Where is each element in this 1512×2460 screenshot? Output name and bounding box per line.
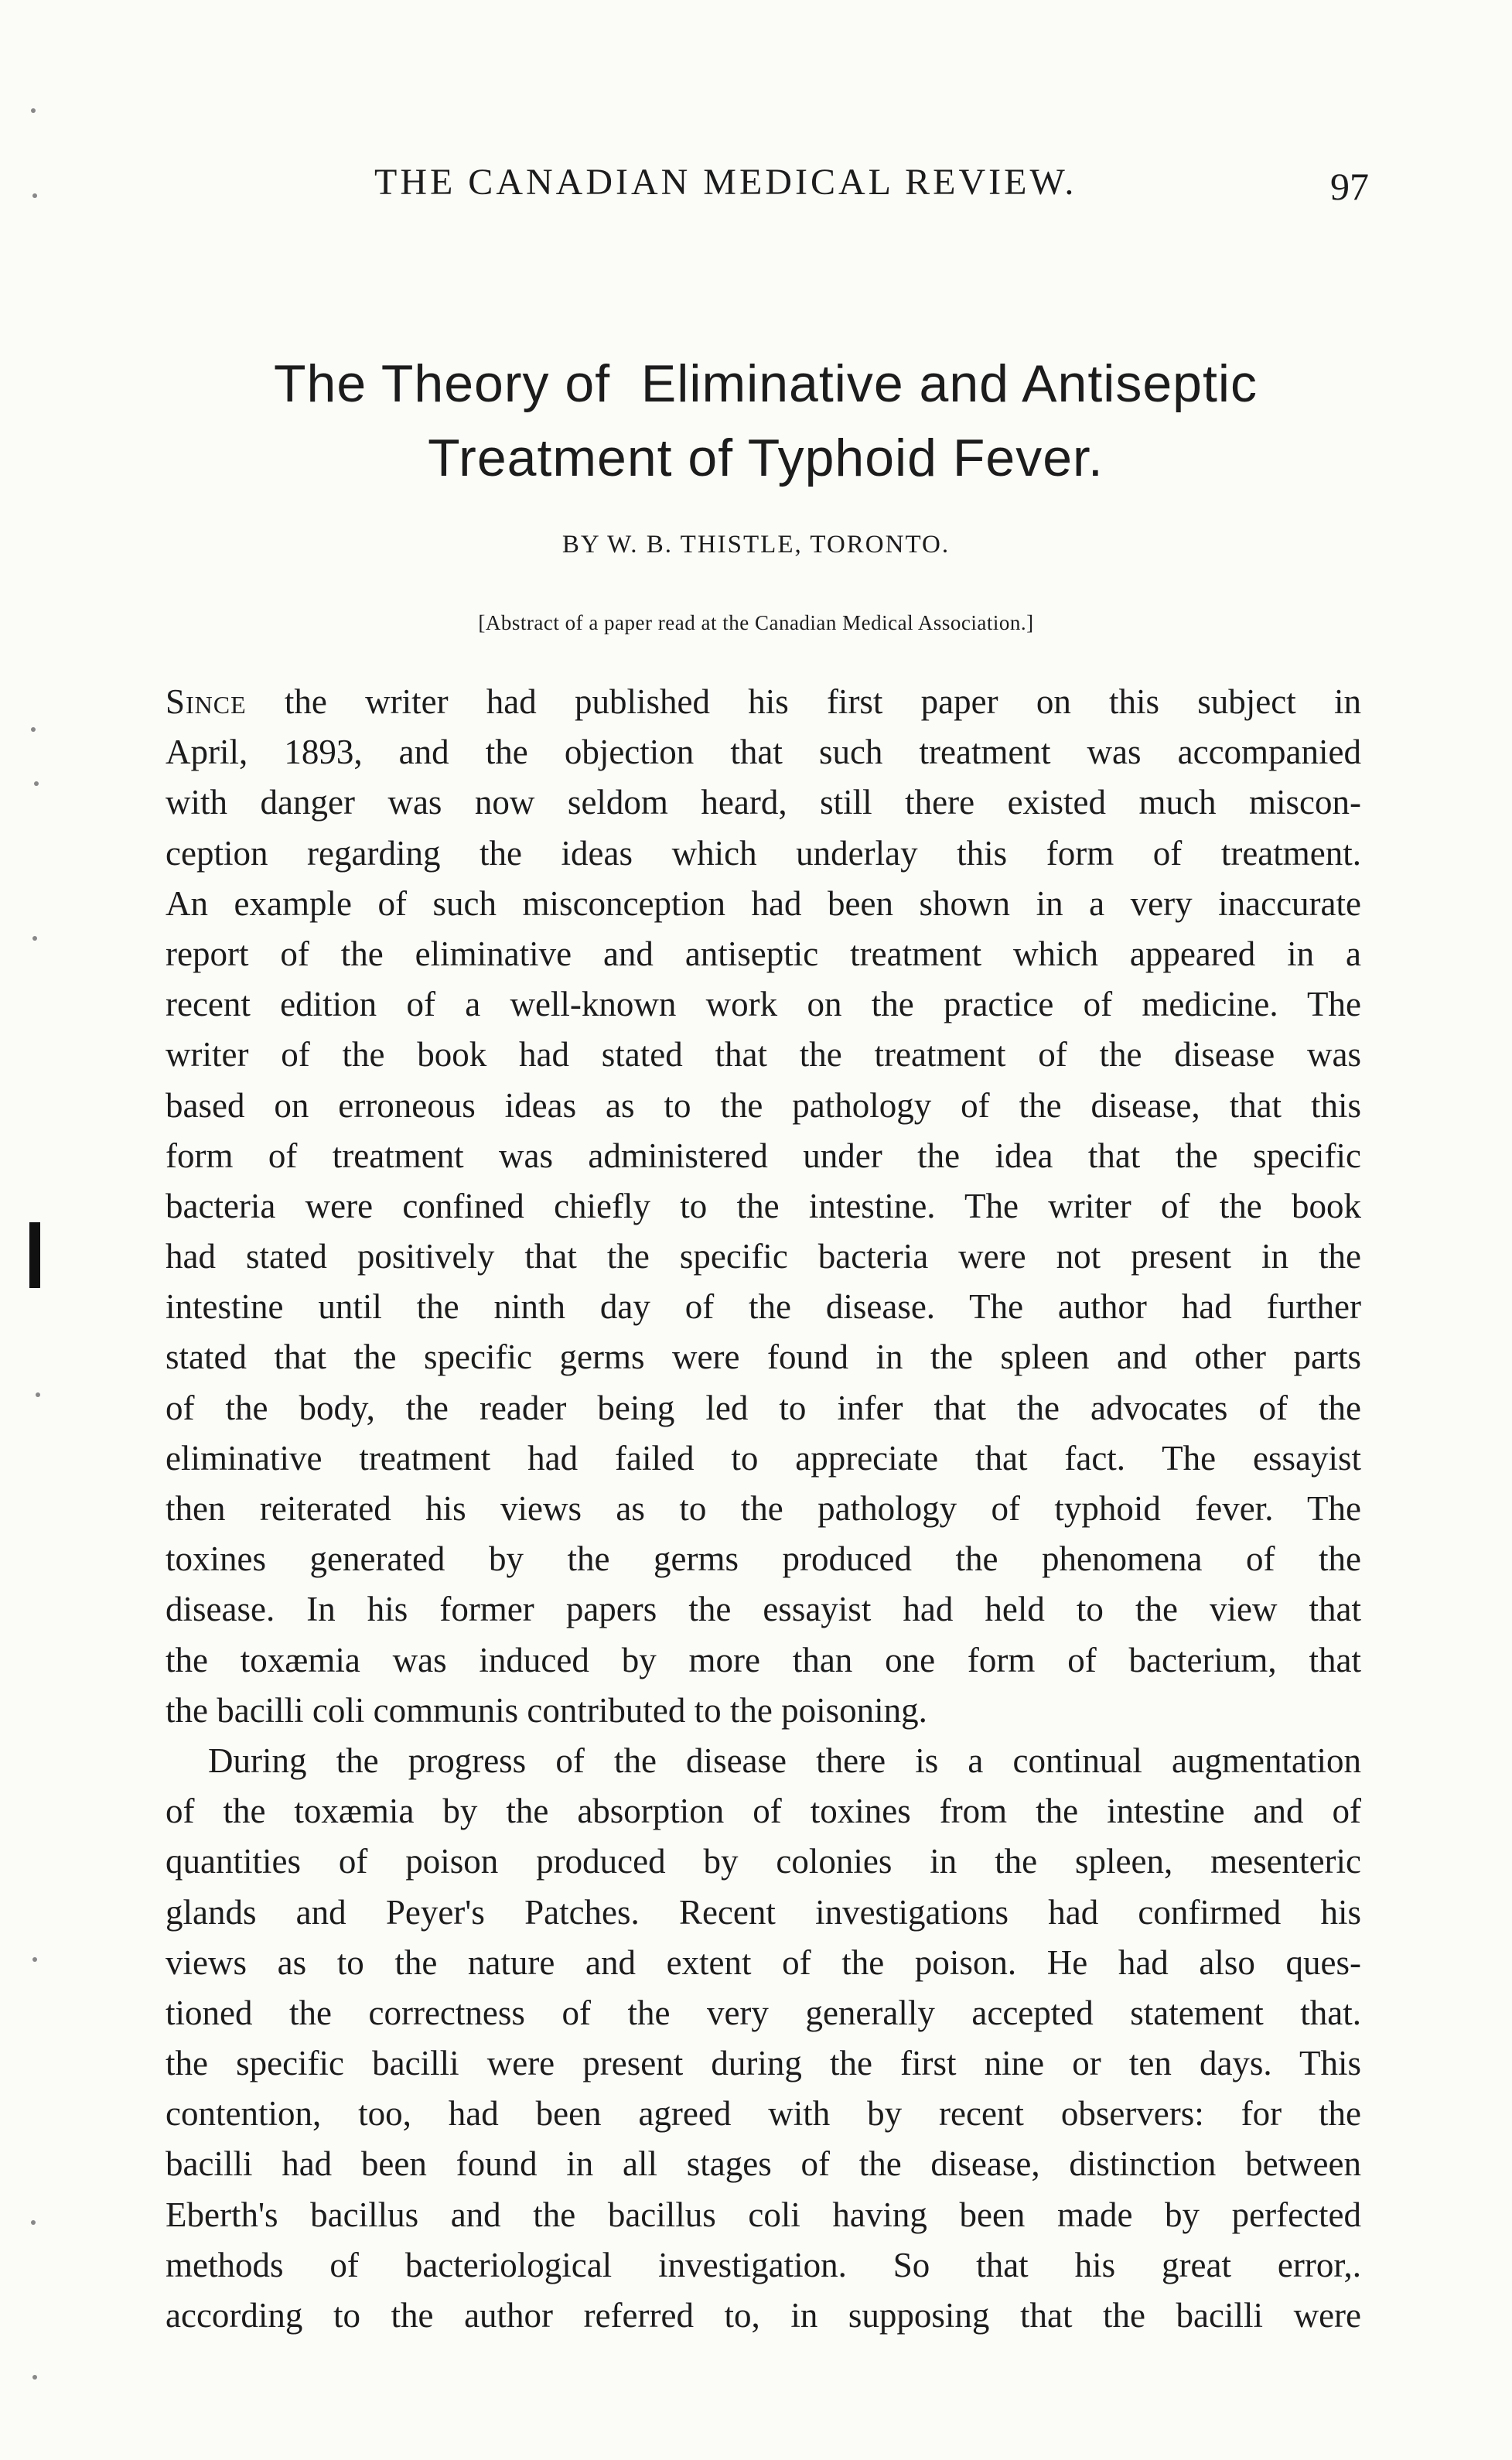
body-line: report of the eliminative and antiseptic treatment which appeared in a bbox=[166, 934, 1361, 973]
running-head bbox=[0, 161, 1512, 207]
body-line: contention, too, had been agreed with by recent observers: for the bbox=[166, 2094, 1361, 2134]
body-line: had stated positively that the specific bacteria were not present in the bbox=[166, 1237, 1361, 1276]
body-line: of the toxæmia by the absorption of toxines from the intestine and of bbox=[166, 1792, 1361, 1831]
article-title bbox=[155, 347, 1377, 495]
author-byline: BY W. B. THISTLE, TORONTO. bbox=[561, 531, 951, 559]
body-line: methods of bacteriological investigation. So that his great error,. bbox=[166, 2245, 1361, 2284]
margin-speck bbox=[36, 1392, 40, 1397]
body-line: recent edition of a well-known work on the practice of medicine. The bbox=[166, 985, 1361, 1024]
body-line: then reiterated his views as to the pathology of typhoid fever. The bbox=[166, 1489, 1361, 1528]
body-line: During the progress of the disease there is a continual augmentation bbox=[208, 1741, 1361, 1780]
body-line: Eberth's bacillus and the bacillus coli having been made by perfected bbox=[166, 2195, 1361, 2234]
body-line: quantities of poison produced by colonies in the spleen, mesenteric bbox=[166, 1842, 1361, 1881]
body-line: ception regarding the ideas which underlay this form of treatment. bbox=[166, 833, 1361, 873]
body-line: writer of the book had stated that the treatment of the disease was bbox=[166, 1035, 1361, 1075]
body-line: April, 1893, and the objection that such treatment was accompanied bbox=[166, 733, 1361, 772]
abstract-note: [Abstract of a paper read at the Canadian Medical Association.] bbox=[478, 611, 1034, 634]
title-line-1: The Theory of Eliminative and Antiseptic bbox=[274, 354, 1258, 413]
drop-word: Since bbox=[166, 682, 247, 721]
body-line: views as to the nature and extent of the poison. He had also ques- bbox=[166, 1942, 1361, 1982]
body-line: the specific bacilli were present during the first nine or ten days. This bbox=[166, 2044, 1361, 2083]
article-body bbox=[166, 677, 1361, 2341]
margin-speck bbox=[31, 108, 36, 113]
margin-bar bbox=[29, 1222, 40, 1288]
body-line: eliminative treatment had failed to appreciate that fact. The essayist bbox=[166, 1438, 1361, 1478]
body-line-1 bbox=[166, 677, 1361, 727]
body-line: based on erroneous ideas as to the pathology of the disease, that this bbox=[166, 1085, 1361, 1125]
margin-speck bbox=[32, 2375, 37, 2380]
body-line: stated that the specific germs were found in the spleen and other parts bbox=[166, 1338, 1361, 1377]
page-number: 97 bbox=[1330, 165, 1369, 208]
margin-speck bbox=[32, 1957, 37, 1962]
body-line: toxines generated by the germs produced the phenomena of the bbox=[166, 1539, 1361, 1579]
margin-speck bbox=[31, 2220, 36, 2225]
body-line: according to the author referred to, in supposing that the bacilli were bbox=[166, 2296, 1361, 2335]
body-line: the bacilli coli communis contributed to the poisoning. bbox=[166, 1690, 927, 1730]
body-line: An example of such misconception had been shown in a very inaccurate bbox=[166, 883, 1361, 923]
body-line: the toxæmia was induced by more than one form of bacterium, that bbox=[166, 1640, 1361, 1679]
title-line-2: Treatment of Typhoid Fever. bbox=[428, 429, 1104, 487]
body-line: with danger was now seldom heard, still there existed much miscon- bbox=[166, 783, 1361, 822]
body-line: intestine until the ninth day of the disease. The author had further bbox=[166, 1287, 1361, 1327]
body-line: disease. In his former papers the essayist had held to the view that bbox=[166, 1590, 1361, 1629]
margin-speck bbox=[32, 936, 37, 941]
margin-speck bbox=[34, 781, 39, 786]
body-line: bacteria were confined chiefly to the intestine. The writer of the book bbox=[166, 1186, 1361, 1225]
body-line: tioned the correctness of the very generally accepted statement that. bbox=[166, 1993, 1361, 2032]
body-line: of the body, the reader being led to infer that the advocates of the bbox=[166, 1388, 1361, 1427]
journal-title: THE CANADIAN MEDICAL REVIEW. bbox=[374, 162, 1077, 203]
body-line: bacilli had been found in all stages of the disease, distinction between bbox=[166, 2144, 1361, 2184]
margin-speck bbox=[31, 727, 36, 732]
margin-speck bbox=[32, 193, 37, 198]
body-line: glands and Peyer's Patches. Recent investigations had confirmed his bbox=[166, 1892, 1361, 1932]
body-line: form of treatment was administered under the idea that the specific bbox=[166, 1136, 1361, 1175]
body-line-1-text: the writer had published his first paper on this subject in bbox=[246, 682, 1361, 721]
